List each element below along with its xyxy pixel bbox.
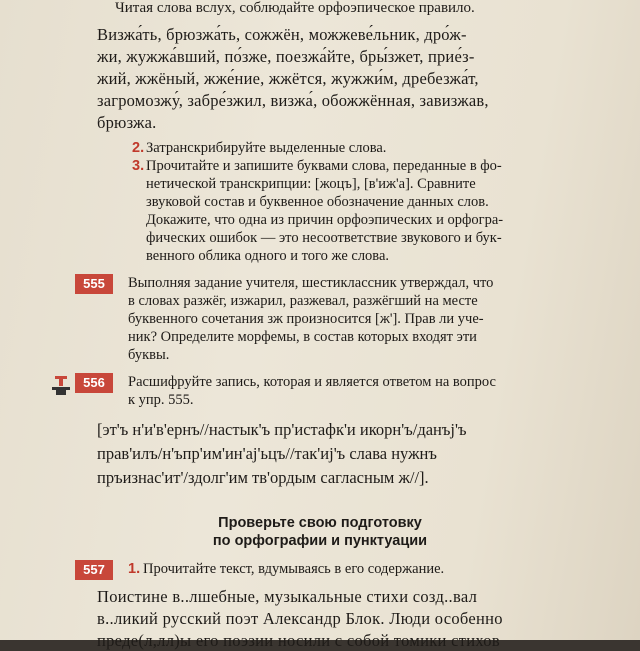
word-line: брюзжа. — [97, 113, 157, 132]
top-instruction: Читая слова вслух, соблюдайте орфоэпическое правило. — [115, 0, 475, 16]
exercise-badge-556: 556 — [75, 373, 113, 393]
task-text: звуковой состав и буквенное обозначение данных слов. — [146, 194, 489, 210]
exercise-text: буквы. — [128, 347, 170, 363]
exercise-text: к упр. 555. — [128, 392, 194, 408]
task-text: Прочитайте и запишите буквами слова, переданные в фо- — [146, 158, 502, 174]
word-line: Визжа́ть, брюзжа́ть, сожжён, можжеве́льник, дро́ж- — [97, 25, 467, 44]
word-line: жи, жужжа́вший, по́зже, поезжа́йте, бры́зжет, прие́з- — [97, 47, 475, 66]
word-line: загромозжу́, забре́зжил, визжа́, обожжённая, завизжав, — [97, 91, 489, 110]
exercise-text: буквенного сочетания зж произносится [ж']. Прав ли уче- — [128, 311, 484, 327]
section-heading: по орфографии и пунктуации — [212, 533, 428, 549]
task-text: Затранскрибируйте выделенные слова. — [146, 140, 387, 156]
exercise-text: Расшифруйте запись, которая и является ответом на вопрос — [128, 374, 496, 390]
task-number: 3. — [132, 158, 145, 174]
phonetic-line: прав'илъ/н'ъпр'им'ин'ај'ьцъ//так'иј'ъ слава нужнъ — [97, 444, 437, 463]
phonetic-line: пръизнас'ит'/здолг'им тв'ордым сагласным ж//]. — [97, 468, 429, 487]
exercise-text: в словах разжёг, изжарил, разжевал, разжёгший на месте — [128, 293, 478, 309]
exercise-badge-557: 557 — [75, 560, 113, 580]
task-text: венного облика одного и того же слова. — [146, 248, 390, 264]
exercise-badge-555: 555 — [75, 274, 113, 294]
task-number: 2. — [132, 140, 145, 156]
task-text: Докажите, что одна из причин орфоэпических и орфогра- — [146, 212, 504, 228]
teacher-icon — [52, 376, 70, 396]
exercise-text: Выполняя задание учителя, шестиклассник утверждал, что — [128, 275, 494, 291]
task-text: нетической транскрипции: [жоцъ], [в'иж'а]. Сравните — [146, 176, 476, 192]
task-number: 1. — [128, 561, 141, 577]
exercise-text: ник? Определите морфемы, в состав которых входят эти — [128, 329, 477, 345]
text-line: в..ликий русский поэт Александр Блок. Люди особенно — [97, 609, 503, 628]
exercise-task: Прочитайте текст, вдумываясь в его содержание. — [143, 561, 445, 577]
section-heading: Проверьте свою подготовку — [218, 515, 422, 531]
text-line: преде(л,лл)ы его поэзии носили с собой томики стихов — [97, 631, 500, 650]
task-text: фических ошибок — это несоответствие звукового и бук- — [146, 230, 502, 246]
word-line: жий, жжёный, жже́ние, жжётся, жужжи́м, дребезжа́т, — [97, 69, 479, 88]
phonetic-line: [эт'ъ н'и'в'ернъ//настык'ъ пр'истафк'и икорн'ъ/данъј'ъ — [97, 420, 467, 439]
text-line: Поистине в..лшебные, музыкальные стихи созд..вал — [97, 587, 478, 606]
